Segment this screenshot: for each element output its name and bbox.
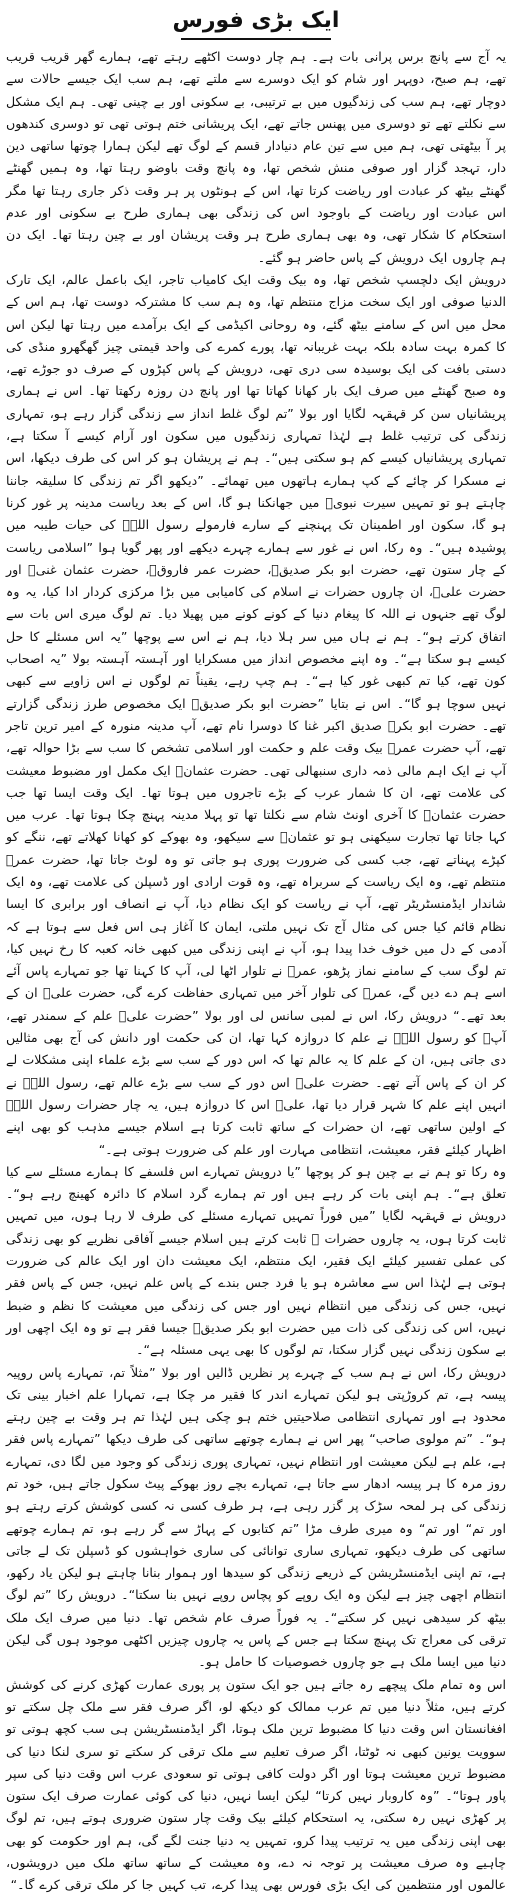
headline-underline <box>181 38 331 40</box>
paragraph: اس وہ تمام ملک پیچھے رہ جاتے ہیں جو ایک ستون پر پوری عمارت کھڑی کرنے کی کوشش کرتے ہیں، مثلاً دنیا میں تم عرب ممالک کو دیکھ لو، اگر صرف فقر سے ملک چل سکتے تو افغانستان اس وقت دنیا کا مضبوط ترین ملک ہوتا، اگر ایڈمنسٹریشن ہی سب کچھ ہوتی تو سوویت یونین کبھی نہ ٹوٹتا، اگر صرف تعلیم سے ملک ترقی کر سکتے تو سری لنکا دنیا کی مضبوط ترین معیشت ہوتا اور اگر دولت کافی ہوتی تو سعودی عرب اس وقت دنیا کی سپر پاور ہوتا“۔ ”وہ کاروبار نہیں کرتا“ لیکن ایسا نہیں، دنیا کی کوئی عمارت صرف ایک ستون پر کھڑی نہیں رہ سکتی، یہ استحکام کیلئے بیک وقت چار ستون ضروری ہوتے ہیں، تم لوگ بھی اپنی زندگی میں یہ ترتیب پیدا کرو، تمہیں یہ دنیا جنت لگے گی، ہم اور حکومت کو بھی چاہیے وہ صرف معیشت پر توجہ نہ دے، وہ معیشت کے ساتھ ساتھ ملک میں درویشوں، عالموں اور منتظمین کی ایک بڑی فورس بھی پیدا کرے، تب کہیں جا کر ملک ترقی کرے گا۔“ <box>6 1676 506 1893</box>
paragraph: یہ آج سے پانچ برس پرانی بات ہے۔ ہم چار دوست اکٹھے رہتے تھے، ہمارے گھر قریب قریب تھے، ہم صبح، دوپہر اور شام کو ایک دوسرے سے ملتے تھے، ہم سب ایک جیسے حالات سے دوچار تھے، ہم سب کی زندگیوں میں بے ترتیبی، بے سکونی اور بے چینی تھی۔ ہم ایک مشکل سے نکلتے تھے تو دوسری میں پھنس جاتے تھے، ایک پریشانی ختم ہوتی تھی تو دوسری کندھوں پر آ بیٹھتی تھی، ہم میں سے تین عام دنیادار قسم کے لوگ تھے لیکن ہمارا چوتھا ساتھی دین دار، تہجد گزار اور صوفی منش شخص تھا، وہ پانچ وقت باوضو رہتا تھا، وہ ہمیں گھنٹے گھنٹے بیٹھ کر عبادت اور ریاضت کرتا تھا، اس کے ہونٹوں پر ہر وقت ذکر جاری رہتا تھا مگر اس عبادت اور ریاضت کے باوجود اس کی زندگی بھی ہماری طرح بے سکونی اور عدم استحکام کا شکار تھی، وہ بھی ہماری طرح ہر وقت پریشان اور بے چین رہتا تھا۔ ایک دن ہم چاروں ایک درویش کے پاس حاضر ہو گئے۔ <box>6 49 506 265</box>
headline: ایک بڑی فورس <box>172 8 340 33</box>
paragraph: وہ رکا تو ہم نے بے چین ہو کر پوچھا ”یا درویش تمہارے اس فلسفے کا ہمارے مسئلے سے کیا تعلق ہے“۔ ہم اپنی بات کر رہے ہیں اور تم ہمارے گرد اسلام کا دائرہ کھینچ رہے ہو“۔ درویش نے قہقہہ لگایا ”میں فوراً تمہیں تمہارے مسئلے کی طرف لا رہا ہوں، میں تمہیں ثابت کرتا ہوں، یہ چاروں حضرات ؓ ثابت کرتے ہیں اسلام جیسے آفاقی نظریے کو بھی زندگی کی عملی تفسیر کیلئے ایک فقیر، ایک منتظم، ایک معیشت دان اور ایک عالم کی ضرورت ہوتی ہے لہٰذا اس سے معاشرہ ہو یا فرد جس بندے کے پاس علم نہیں، جس کے پاس فقر نہیں، جس کی زندگی میں انتظام نہیں اور جس کی زندگی میں معیشت کا نظم و ضبط نہیں، اس کی زندگی کی ذات میں حضرت ابو بکر صدیقؓ جیسا فقر ہے تو وہ ایک اچھی اور بے سکون زندگی نہیں گزار سکتا، تم لوگوں کا بھی یہی مسئلہ ہے“۔ <box>6 1163 506 1358</box>
paragraph: درویش ایک دلچسپ شخص تھا، وہ بیک وقت ایک کامیاب تاجر، ایک باعمل عالم، ایک تارک الدنیا صوفی اور ایک سخت مزاج منتظم تھا، وہ ہم سب کا مشترکہ دوست تھا، ہم اس کے محل میں اس کے سامنے بیٹھ گئے، وہ روحانی اکیڈمی کے ایک برآمدے میں رہتا تھا لیکن اس کا کمرہ بہت سادہ بلکہ بہت غریبانہ تھا، پورے کمرے کی واحد قیمتی چیز گھگھرو منڈی کی دستی بافت کی ایک بوسیدہ سی دری تھی، درویش کے پاس کپڑوں کے صرف دو جوڑے تھے، وہ صبح گھنٹے میں صرف ایک بار کھانا کھاتا تھا اور پانچ دن روزہ رکھتا تھا۔ اس نے ہماری پریشانیاں سن کر قہقہہ لگایا اور بولا ”تم لوگ غلط انداز سے زندگی گزار رہے ہو، تمہاری زندگی کی ترتیب غلط ہے لہٰذا تمہاری زندگیوں میں سکون اور آرام کیسے آ سکتا ہے، تمہاری پریشانیاں کیسے کم ہو سکتی ہیں“۔ ہم نے پریشان ہو کر اس کی طرف دیکھا، اس نے مسکرا کر چائے کے کپ ہمارے ہاتھوں میں تھمائے۔ ”دیکھو اگر تم زندگی کا سلیقہ جاننا چاہتے ہو تو تمہیں سیرت نبویؐ میں جھانکنا ہو گا، اس کے بعد ریاست مدینہ پر غور کرنا ہو گا، سکون اور اطمینان تک پہنچنے کے سارے فارمولے رسول اللہؐ کی حیات طیبہ میں پوشیدہ ہیں“۔ وہ رکا، اس نے غور سے ہمارے چہرے دیکھے اور پھر گویا ہوا ”اسلامی ریاست کے چار ستون تھے، حضرت ابو بکر صدیقؓ، حضرت عمر فاروقؓ، حضرت عثمان غنیؓ اور حضرت علیؓ، ان چاروں حضرات نے اسلام کی کامیابی میں بڑا مرکزی کردار ادا کیا، یہ وہ لوگ تھے جنہوں نے اللہ کا پیغام دنیا کے کونے کونے میں پھیلا دیا۔ تم لوگ میری اس بات سے اتفاق کرتے ہو“۔ ہم نے ہاں میں سر ہلا دیا، ہم نے اس سے پوچھا ”یہ اس مسئلے کا حل کیسے ہو سکتا ہے“۔ وہ اپنے مخصوص انداز میں مسکرایا اور آہستہ آہستہ بولا ”یہ اصحاب کون تھے، کیا تم کبھی غور کیا ہے“۔ ہم چپ رہے، یقیناً تم لوگوں نے اس زاویے سے کبھی نہیں سوچا ہو گا“۔ اس نے بتایا ”حضرت ابو بکر صدیقؓ ایک مخصوص طرز زندگی گزارتے تھے۔ حضرت ابو بکرؓ صدیق اکبر غنا کا دوسرا نام تھے، آپ مدینہ منورہ کے امیر ترین تاجر تھے، آپ حضرت عمرؓ بیک وقت علم و حکمت اور اسلامی تشخص کا سب سے بڑا حوالہ تھے، آپ نے ایک اہم مالی ذمہ داری سنبھالی تھی۔ حضرت عثمانؓ ایک مکمل اور مضبوط معیشت کی علامت تھے، ان کا شمار عرب کے بڑے تاجروں میں ہوتا تھا۔ ایک وقت ایسا تھا جب حضرت عثمانؓ کا آخری اونٹ شام سے نکلتا تھا تو پہلا مدینہ پہنچ چکا ہوتا تھا۔ عرب میں کہا جاتا تھا تجارت سیکھنی ہو تو عثمانؓ سے سیکھو، وہ بھوکے کو کھانا کھلاتے تھے، ننگے کو کپڑے پہناتے تھے، جب کسی کی ضرورت پوری ہو جاتی تو وہ لوٹ جاتا تھا، حضرت عمرؓ منتظم تھے، وہ ایک ریاست کے سربراہ تھے، وہ قوت ارادی اور ڈسپلن کی علامت تھے، وہ ایک شاندار ایڈمنسٹریٹر تھے، آپ نے ریاست کو ایک نظام دیا، آپ نے انصاف اور برابری کا ایسا نظام قائم کیا جس کی مثال آج تک نہیں ملتی، ایمان کا آغاز ہی اس فعل سے ہوتا ہے کہ آدمی کے دل میں خوف خدا پیدا ہو، آپ نے اپنی زندگی میں کبھی خانہ کعبہ کا رخ نہیں کیا، تم لوگ سب کے سامنے نماز پڑھو، عمرؓ نے تلوار اٹھا لی، آپ کا کہنا تھا جو تمہارے پاس آئے اسے ہم دے دیں گے، عمرؓ کی تلوار آخر میں تمہاری حفاظت کرے گی، حضرت علیؓ ان کے بعد تھے۔“ درویش رکا، اس نے لمبی سانس لی اور بولا ”حضرت علیؓ علم کے سمندر تھے، آپؓ کو رسول اللہؐ نے علم کا دروازہ کہا تھا، ان کی حکمت اور دانش کی آج بھی مثالیں دی جاتی ہیں، ان کے علم کا یہ عالم تھا کہ اس دور کے سب سے بڑے علماء اپنی مشکلات لے کر ان کے پاس آتے تھے۔ حضرت علیؓ اس دور کے سب سے بڑے عالم تھے، رسول اللہؐ نے انہیں اپنے علم کا شہر قرار دیا تھا، علیؓ اس کا دروازہ ہیں، یہ چار حضرات رسول اللہؐ کے اولین ساتھی تھے، ان حضرات کے ساتھ ثابت کرتا ہے اسلام جیسے مذہب کو بھی اپنے اظہار کیلئے فقر، معیشت، انتظامی مہارت اور علم کی ضرورت ہوتی ہے۔“ <box>6 271 506 1157</box>
article-body <box>6 46 506 1897</box>
paragraph: درویش رکا، اس نے ہم سب کے چہرے پر نظریں ڈالیں اور بولا ”مثلاً تم، تمہارے پاس روپیہ پیسہ ہے، تم کروڑپتی ہو لیکن تمہارے اندر کا فقیر مر چکا ہے، تمہارا علم اخبار بینی تک محدود ہے اور تمہاری انتظامی صلاحیتیں ختم ہو چکی ہیں لہٰذا تم ہر وقت بے چین رہتے ہو“۔ ”تم مولوی صاحب“ پھر اس نے ہمارے چوتھے ساتھی کی طرف دیکھا ”تمہارے پاس فقر ہے، علم ہے لیکن معیشت اور انتظام نہیں، تمہاری پوری زندگی کو وجود میں لگا دی، تمہارے روز مرہ کا ہر پیسہ ادھار سے جاتا ہے، تمہارے بچے روز بھوکے پیٹ سکول جاتے ہیں، خود تم زندگی کی ہر لمحہ سڑک پر گزر رہی ہے، ہر طرف کسی نہ کسی کوشش کرتے رہتے ہو اور تم“ اور تم“ وہ میری طرف مڑا ”تم کتابوں کے پہاڑ سے گر رہے ہو، تم ہمارے چوتھے ساتھی کی طرف دیکھو، تمہاری ساری توانائی کی ساری خواہشوں کو ڈسپلن تک لے جاتی ہے، تم اپنی ایڈمنسٹریشن کے ذریعے زندگی کو سیدھا اور ہموار بنانا چاہتے ہو لیکن یاد رکھو، انتظام اچھی چیز ہے لیکن وہ ایک روپے کو پچاس روپے نہیں بنا سکتا“۔ درویش رکا ”تم لوگ بیٹھ کر سیدھی نہیں کر سکتے“۔ یہ فوراً صرف عام شخص تھا۔ دنیا میں صرف ایک ملک ترقی کی معراج تک پہنچ سکتا ہے جس کے پاس یہ چاروں چیزیں اکٹھی موجود ہوں گی لیکن دنیا میں ایسا ملک ہے جو چاروں خصوصیات کا حامل ہو۔ <box>6 1364 506 1670</box>
